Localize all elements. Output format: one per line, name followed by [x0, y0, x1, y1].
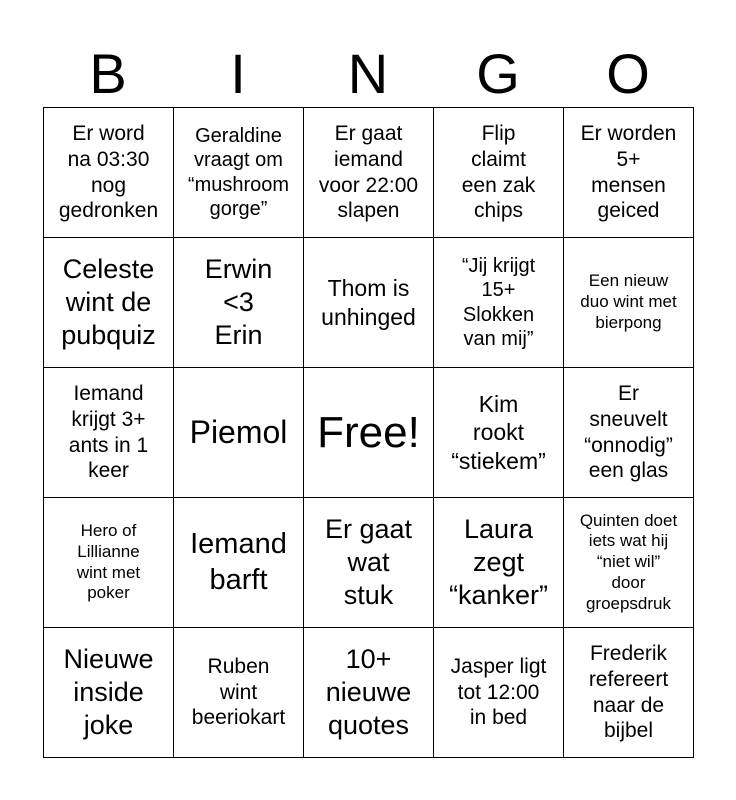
cell-text: 10+ nieuwe quotes: [325, 644, 412, 740]
cell-text: Iemand krijgt 3+ ants in 1 keer: [68, 382, 149, 483]
bingo-cell[interactable]: [304, 238, 434, 368]
cell-text: Thom is unhinged: [321, 275, 416, 330]
board-row: [44, 628, 694, 758]
cell-text: Jasper ligt tot 12:00 in bed: [450, 655, 547, 730]
bingo-cell[interactable]: [44, 368, 174, 498]
cell-text: Flip claimt een zak chips: [461, 122, 536, 223]
bingo-cell[interactable]: [564, 498, 694, 628]
cell-text: “Jij krijgt 15+ Slokken van mij”: [461, 254, 536, 350]
bingo-cell[interactable]: [564, 628, 694, 758]
cell-text: Iemand barft: [190, 528, 287, 596]
header-letter-b: B: [89, 42, 127, 105]
bingo-cell[interactable]: [434, 238, 564, 368]
bingo-cell[interactable]: [564, 108, 694, 238]
cell-text: Laura zegt “kanker”: [448, 514, 549, 610]
cell-text: Nieuwe inside joke: [63, 644, 154, 740]
board-row: [44, 368, 694, 498]
header-letter-i: I: [230, 42, 246, 105]
cell-text: Frederik refereert naar de bijbel: [588, 642, 669, 743]
cell-text: Er worden 5+ mensen geiced: [580, 122, 677, 223]
cell-text: Celeste wint de pubquiz: [61, 254, 156, 350]
board-row: [44, 498, 694, 628]
bingo-cell[interactable]: [174, 628, 304, 758]
bingo-cell[interactable]: [304, 108, 434, 238]
bingo-cell[interactable]: [174, 498, 304, 628]
cell-text: Er word na 03:30 nog gedronken: [58, 122, 159, 223]
bingo-cell[interactable]: [44, 238, 174, 368]
cell-text: Piemol: [189, 413, 288, 450]
bingo-cell[interactable]: [44, 498, 174, 628]
cell-text: Erwin <3 Erin: [204, 254, 273, 350]
cell-text: Er sneuvelt “onnodig” een glas: [584, 382, 673, 483]
cell-text: Kim rookt “stiekem”: [451, 391, 546, 474]
bingo-cell[interactable]: [434, 108, 564, 238]
cell-text: Hero of Lillianne wint met poker: [76, 521, 141, 603]
bingo-cell[interactable]: [564, 368, 694, 498]
cell-text: Geraldine vraagt om “mushroom gorge”: [187, 124, 290, 220]
bingo-cell[interactable]: [174, 238, 304, 368]
bingo-cell[interactable]: [174, 368, 304, 498]
bingo-header: [43, 40, 693, 108]
cell-text: Er gaat iemand voor 22:00 slapen: [318, 122, 419, 223]
bingo-cell[interactable]: [304, 498, 434, 628]
cell-text: Er gaat wat stuk: [324, 514, 413, 610]
bingo-board: [43, 107, 694, 758]
bingo-cell[interactable]: [174, 108, 304, 238]
bingo-cell[interactable]: [564, 238, 694, 368]
free-cell[interactable]: [304, 368, 434, 498]
bingo-cell[interactable]: [434, 628, 564, 758]
cell-text: Quinten doet iets wat hij “niet wil” door groepsdruk: [579, 510, 678, 613]
board-row: [44, 238, 694, 368]
bingo-cell[interactable]: [44, 108, 174, 238]
header-letter-n: N: [347, 42, 389, 105]
bingo-cell[interactable]: [434, 368, 564, 498]
board-row: [44, 108, 694, 238]
cell-text: Een nieuw duo wint met bierpong: [580, 271, 677, 332]
header-letter-g: G: [476, 42, 520, 105]
free-cell-text: Free!: [317, 407, 420, 457]
header-letter-o: O: [606, 42, 650, 105]
bingo-cell[interactable]: [434, 498, 564, 628]
bingo-cell[interactable]: [44, 628, 174, 758]
bingo-cell[interactable]: [304, 628, 434, 758]
cell-text: Ruben wint beeriokart: [191, 655, 286, 730]
